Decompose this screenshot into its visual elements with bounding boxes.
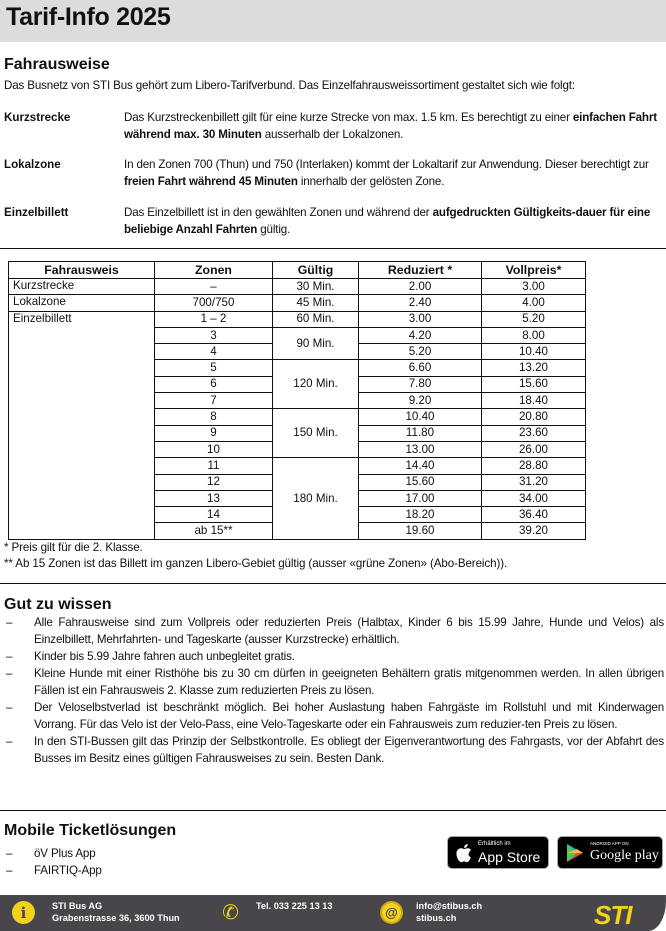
table-header-row [9,262,586,279]
dash-bullet: – [6,667,13,680]
cell-zonen: – [155,279,273,295]
cell-reduziert: 9.20 [359,393,482,409]
cell-zonen: 14 [155,507,273,523]
cell-vollpreis: 20.80 [482,409,586,425]
list-item [4,733,664,767]
cell-reduziert: 2.40 [359,295,482,311]
definition-term: Einzelbillett [4,206,69,219]
definition-text: In den Zonen 700 (Thun) und 750 (Interlaken) kommt der Lokaltarif zur Anwendung. Dieser berechtigt zur freien Fahrt während 45 Minuten innerhalb der gelösten Zone. [124,158,649,188]
list-item-text: Kinder bis 5.99 Jahre fahren auch unbegleitet gratis. [34,650,295,663]
cell-reduziert: 7.80 [359,376,482,392]
cell-gueltig: 180 Min. [273,458,359,539]
definition-text: Das Einzelbillett ist in den gewählten Zonen und während der aufgedruckten Gültigkeits-dauer für eine beliebige Anzahl Fahrten gültig. [124,206,651,236]
cell-zonen: 10 [155,441,273,457]
cell-reduziert: 11.80 [359,425,482,441]
list-item [4,614,664,648]
cell-reduziert: 13.00 [359,441,482,457]
google-play-label: Google play [590,848,659,863]
cell-vollpreis: 13.20 [482,360,586,376]
google-play-small-text: ANDROID APP ON [590,841,629,846]
cell-vollpreis: 34.00 [482,490,586,506]
table-row [9,295,586,311]
cell-zonen: 6 [155,376,273,392]
cell-reduziert: 19.60 [359,523,482,539]
cell-vollpreis: 18.40 [482,393,586,409]
list-item-text: Alle Fahrausweise sind zum Vollpreis oder reduzierten Preis (Halbtax, Kinder 6 bis 15.99 Jahre, Hunde und Velos) als Einzelbillett, Mehrfahrten- und Tageskarte (ausser Kurzstrecke) erhältlich. [34,616,664,646]
phone-icon: ✆ [222,902,239,924]
cell-zonen: 1 – 2 [155,311,273,327]
cell-vollpreis: 28.80 [482,458,586,474]
cell-gueltig: 150 Min. [273,409,359,458]
footer-company: STI Bus AG [52,901,103,911]
cell-zonen: 3 [155,327,273,343]
column-header: Reduziert * [359,262,482,279]
app-store-small-text: Erhältlich im [478,841,511,847]
footnote: ** Ab 15 Zonen ist das Billett im ganzen Libero-Gebiet gültig (ausser «grüne Zonen» (Abo-Bereich)). [4,557,508,570]
gut-zu-wissen-heading: Gut zu wissen [4,596,112,613]
fahrausweise-intro: Das Busnetz von STI Bus gehört zum Libero-Tarifverbund. Das Einzelfahrausweissortiment gestaltet sich wie folgt: [4,79,575,92]
cell-vollpreis: 8.00 [482,327,586,343]
dash-bullet: – [6,650,13,663]
cell-vollpreis: 15.60 [482,376,586,392]
cell-zonen: 8 [155,409,273,425]
apple-icon [456,843,472,863]
cell-reduziert: 5.20 [359,344,482,360]
cell-vollpreis: 3.00 [482,279,586,295]
cell-zonen: 4 [155,344,273,360]
page-title: Tarif-Info 2025 [6,3,171,31]
cell-reduziert: 15.60 [359,474,482,490]
footnote: * Preis gilt für die 2. Klasse. [4,541,143,554]
cell-zonen: 9 [155,425,273,441]
list-item [4,699,664,733]
divider [0,583,666,584]
cell-gueltig: 60 Min. [273,311,359,327]
app-store-label: App Store [478,849,541,865]
list-item [4,648,664,665]
title-bar [0,0,666,42]
footer-address: Grabenstrasse 36, 3600 Thun [52,913,180,923]
footer-website[interactable]: stibus.ch [416,913,457,923]
google-play-badge[interactable] [557,836,663,869]
play-icon [566,843,584,863]
definition-text: Das Kurzstreckenbillett gilt für eine kurze Strecke von max. 1.5 km. Es berechtigt zu einer einfachen Fahrt während max. 30 Minuten ausserhalb der Lokalzonen. [124,111,657,141]
cell-reduziert: 3.00 [359,311,482,327]
footer-bar [0,895,666,931]
cell-zonen: ab 15** [155,523,273,539]
cell-gueltig: 90 Min. [273,327,359,360]
divider [0,810,666,811]
dash-bullet: – [6,735,13,748]
cell-reduziert: 10.40 [359,409,482,425]
cell-zonen: 12 [155,474,273,490]
list-item-text: FAIRTIQ-App [34,864,102,877]
footer-corner-mask [648,895,666,931]
cell-zonen: 11 [155,458,273,474]
table-row [9,279,586,295]
cell-vollpreis: 26.00 [482,441,586,457]
app-store-badge[interactable] [447,836,549,869]
cell-vollpreis: 36.40 [482,507,586,523]
column-header: Zonen [155,262,273,279]
divider [0,248,666,249]
cell-reduziert: 17.00 [359,490,482,506]
cell-fahrausweis: Lokalzone [9,295,155,311]
definition-term: Kurzstrecke [4,111,71,124]
cell-zonen: 700/750 [155,295,273,311]
dash-bullet: – [6,616,13,629]
cell-reduziert: 18.20 [359,507,482,523]
fahrausweise-heading: Fahrausweise [4,56,110,73]
cell-vollpreis: 4.00 [482,295,586,311]
cell-vollpreis: 23.60 [482,425,586,441]
sti-logo: STI [594,900,632,930]
cell-vollpreis: 10.40 [482,344,586,360]
cell-vollpreis: 39.20 [482,523,586,539]
cell-reduziert: 2.00 [359,279,482,295]
dash-bullet: – [6,701,13,714]
cell-vollpreis: 5.20 [482,311,586,327]
definition-term: Lokalzone [4,158,61,171]
list-item-text: öV Plus App [34,847,96,860]
list-item-text: Kleine Hunde mit einer Risthöhe bis zu 30 cm dürfen in geeigneten Behältern gratis mitgenommen werden. In allen übrigen Fällen ist ein Fahrausweis 2. Klasse zum reduzierten Preis zu lösen. [34,667,664,697]
column-header: Vollpreis* [482,262,586,279]
cell-gueltig: 45 Min. [273,295,359,311]
tarif-table [8,261,586,540]
dash-bullet: – [6,864,13,877]
column-header: Gültig [273,262,359,279]
column-header: Fahrausweis [9,262,155,279]
list-item [4,665,664,699]
cell-zonen: 7 [155,393,273,409]
cell-zonen: 13 [155,490,273,506]
cell-vollpreis: 31.20 [482,474,586,490]
cell-gueltig: 120 Min. [273,360,359,409]
footer-phone[interactable]: Tel. 033 225 13 13 [256,901,333,911]
gut-zu-wissen-list [4,614,664,767]
list-item-text: In den STI-Bussen gilt das Prinzip der Selbstkontrolle. Es obliegt der Eigenverantwortung des Fahrgasts, vor der Abfahrt des Busses im Besitz eines gültigen Fahrausweises zu sein. Besten Dank. [34,735,664,765]
cell-reduziert: 14.40 [359,458,482,474]
footer-email[interactable]: info@stibus.ch [416,901,483,911]
table-row [9,311,586,327]
cell-fahrausweis: Kurzstrecke [9,279,155,295]
dash-bullet: – [6,847,13,860]
list-item-text: Der Veloselbstverlad ist beschränkt möglich. Bei hoher Auslastung haben Fahrgäste im Rollstuhl und mit Kinderwagen Vorrang. Für das Velo ist der Velo-Pass, eine Velo-Tageskarte oder ein Fahrausweis zum reduzier-ten Preis zu lösen. [34,701,664,731]
at-icon: @ [380,901,403,924]
cell-gueltig: 30 Min. [273,279,359,295]
cell-reduziert: 4.20 [359,327,482,343]
cell-zonen: 5 [155,360,273,376]
cell-reduziert: 6.60 [359,360,482,376]
info-icon: i [12,901,35,924]
mobile-heading: Mobile Ticketlösungen [4,822,177,839]
cell-fahrausweis: Einzelbillett [9,311,155,539]
